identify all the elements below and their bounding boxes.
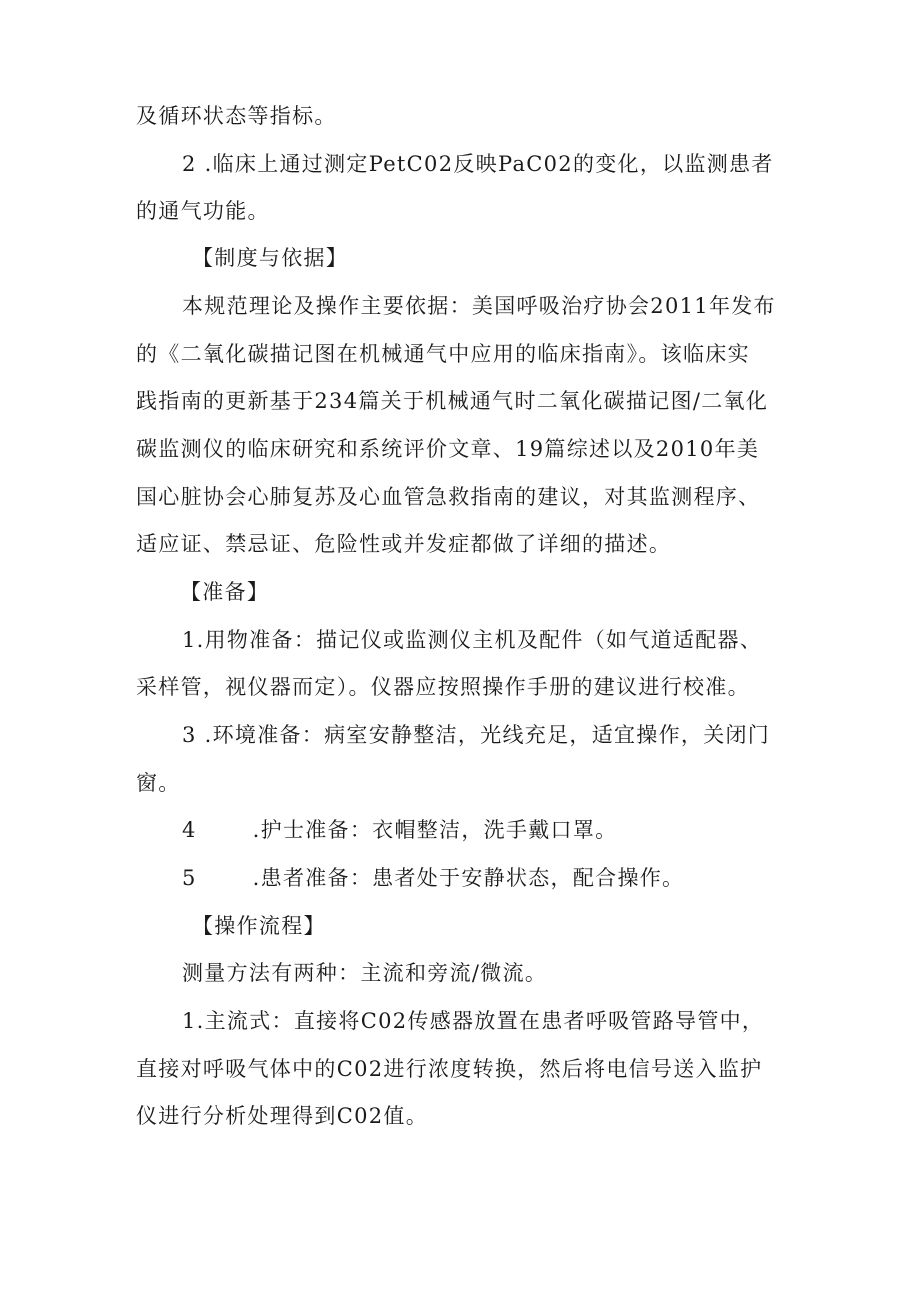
section-heading-basis: 【制度与依据】 <box>192 246 349 270</box>
paragraph-line: 窗。 <box>136 771 181 795</box>
section-heading-procedure: 【操作流程】 <box>192 914 326 938</box>
item-text: .患者准备：患者处于安静状态，配合操作。 <box>252 866 685 890</box>
paragraph-line: 1.用物准备：描记仪或监测仪主机及配件（如气道适配器、 <box>182 628 763 652</box>
numbered-item <box>182 815 802 845</box>
paragraph-line: 适应证、禁忌证、危险性或并发症都做了详细的描述。 <box>136 532 672 556</box>
paragraph-line: 采样管，视仪器而定）。仪器应按照操作手册的建议进行校准。 <box>136 675 750 699</box>
paragraph-line: 践指南的更新基于234篇关于机械通气时二氧化碳描记图/二氧化 <box>136 389 769 413</box>
paragraph-line: 2 .临床上通过测定PetC02反映PaC02的变化，以监测患者 <box>182 152 774 176</box>
paragraph-line: 本规范理论及操作主要依据：美国呼吸治疗协会2011年发布 <box>182 294 776 318</box>
paragraph-line: 的《二氧化碳描记图在机械通气中应用的临床指南》。该临床实 <box>136 342 750 366</box>
paragraph-line: 直接对呼吸气体中的C02进行浓度转换，然后将电信号送入监护 <box>136 1057 763 1081</box>
paragraph-line: 国心脏协会心肺复苏及心血管急救指南的建议，对其监测程序、 <box>136 485 761 509</box>
item-number: 5 <box>182 866 197 890</box>
paragraph-line: 1.主流式：直接将C02传感器放置在患者呼吸管路导管中， <box>182 1009 765 1033</box>
paragraph-line: 的通气功能。 <box>136 199 270 223</box>
item-number: 4 <box>182 818 197 842</box>
section-heading-prep: 【准备】 <box>180 580 270 604</box>
paragraph-line: 3 .环境准备：病室安静整洁，光线充足，适宜操作，关闭门 <box>182 723 771 747</box>
paragraph-line: 碳监测仪的临床研究和系统评价文章、19篇综述以及2010年美 <box>136 437 760 461</box>
paragraph-line: 及循环状态等指标。 <box>136 104 337 128</box>
numbered-item <box>182 863 802 893</box>
item-text: .护士准备：衣帽整洁，洗手戴口罩。 <box>252 818 618 842</box>
paragraph-line: 测量方法有两种：主流和旁流/微流。 <box>182 961 548 985</box>
paragraph-line: 仪进行分析处理得到C02值。 <box>136 1104 428 1128</box>
